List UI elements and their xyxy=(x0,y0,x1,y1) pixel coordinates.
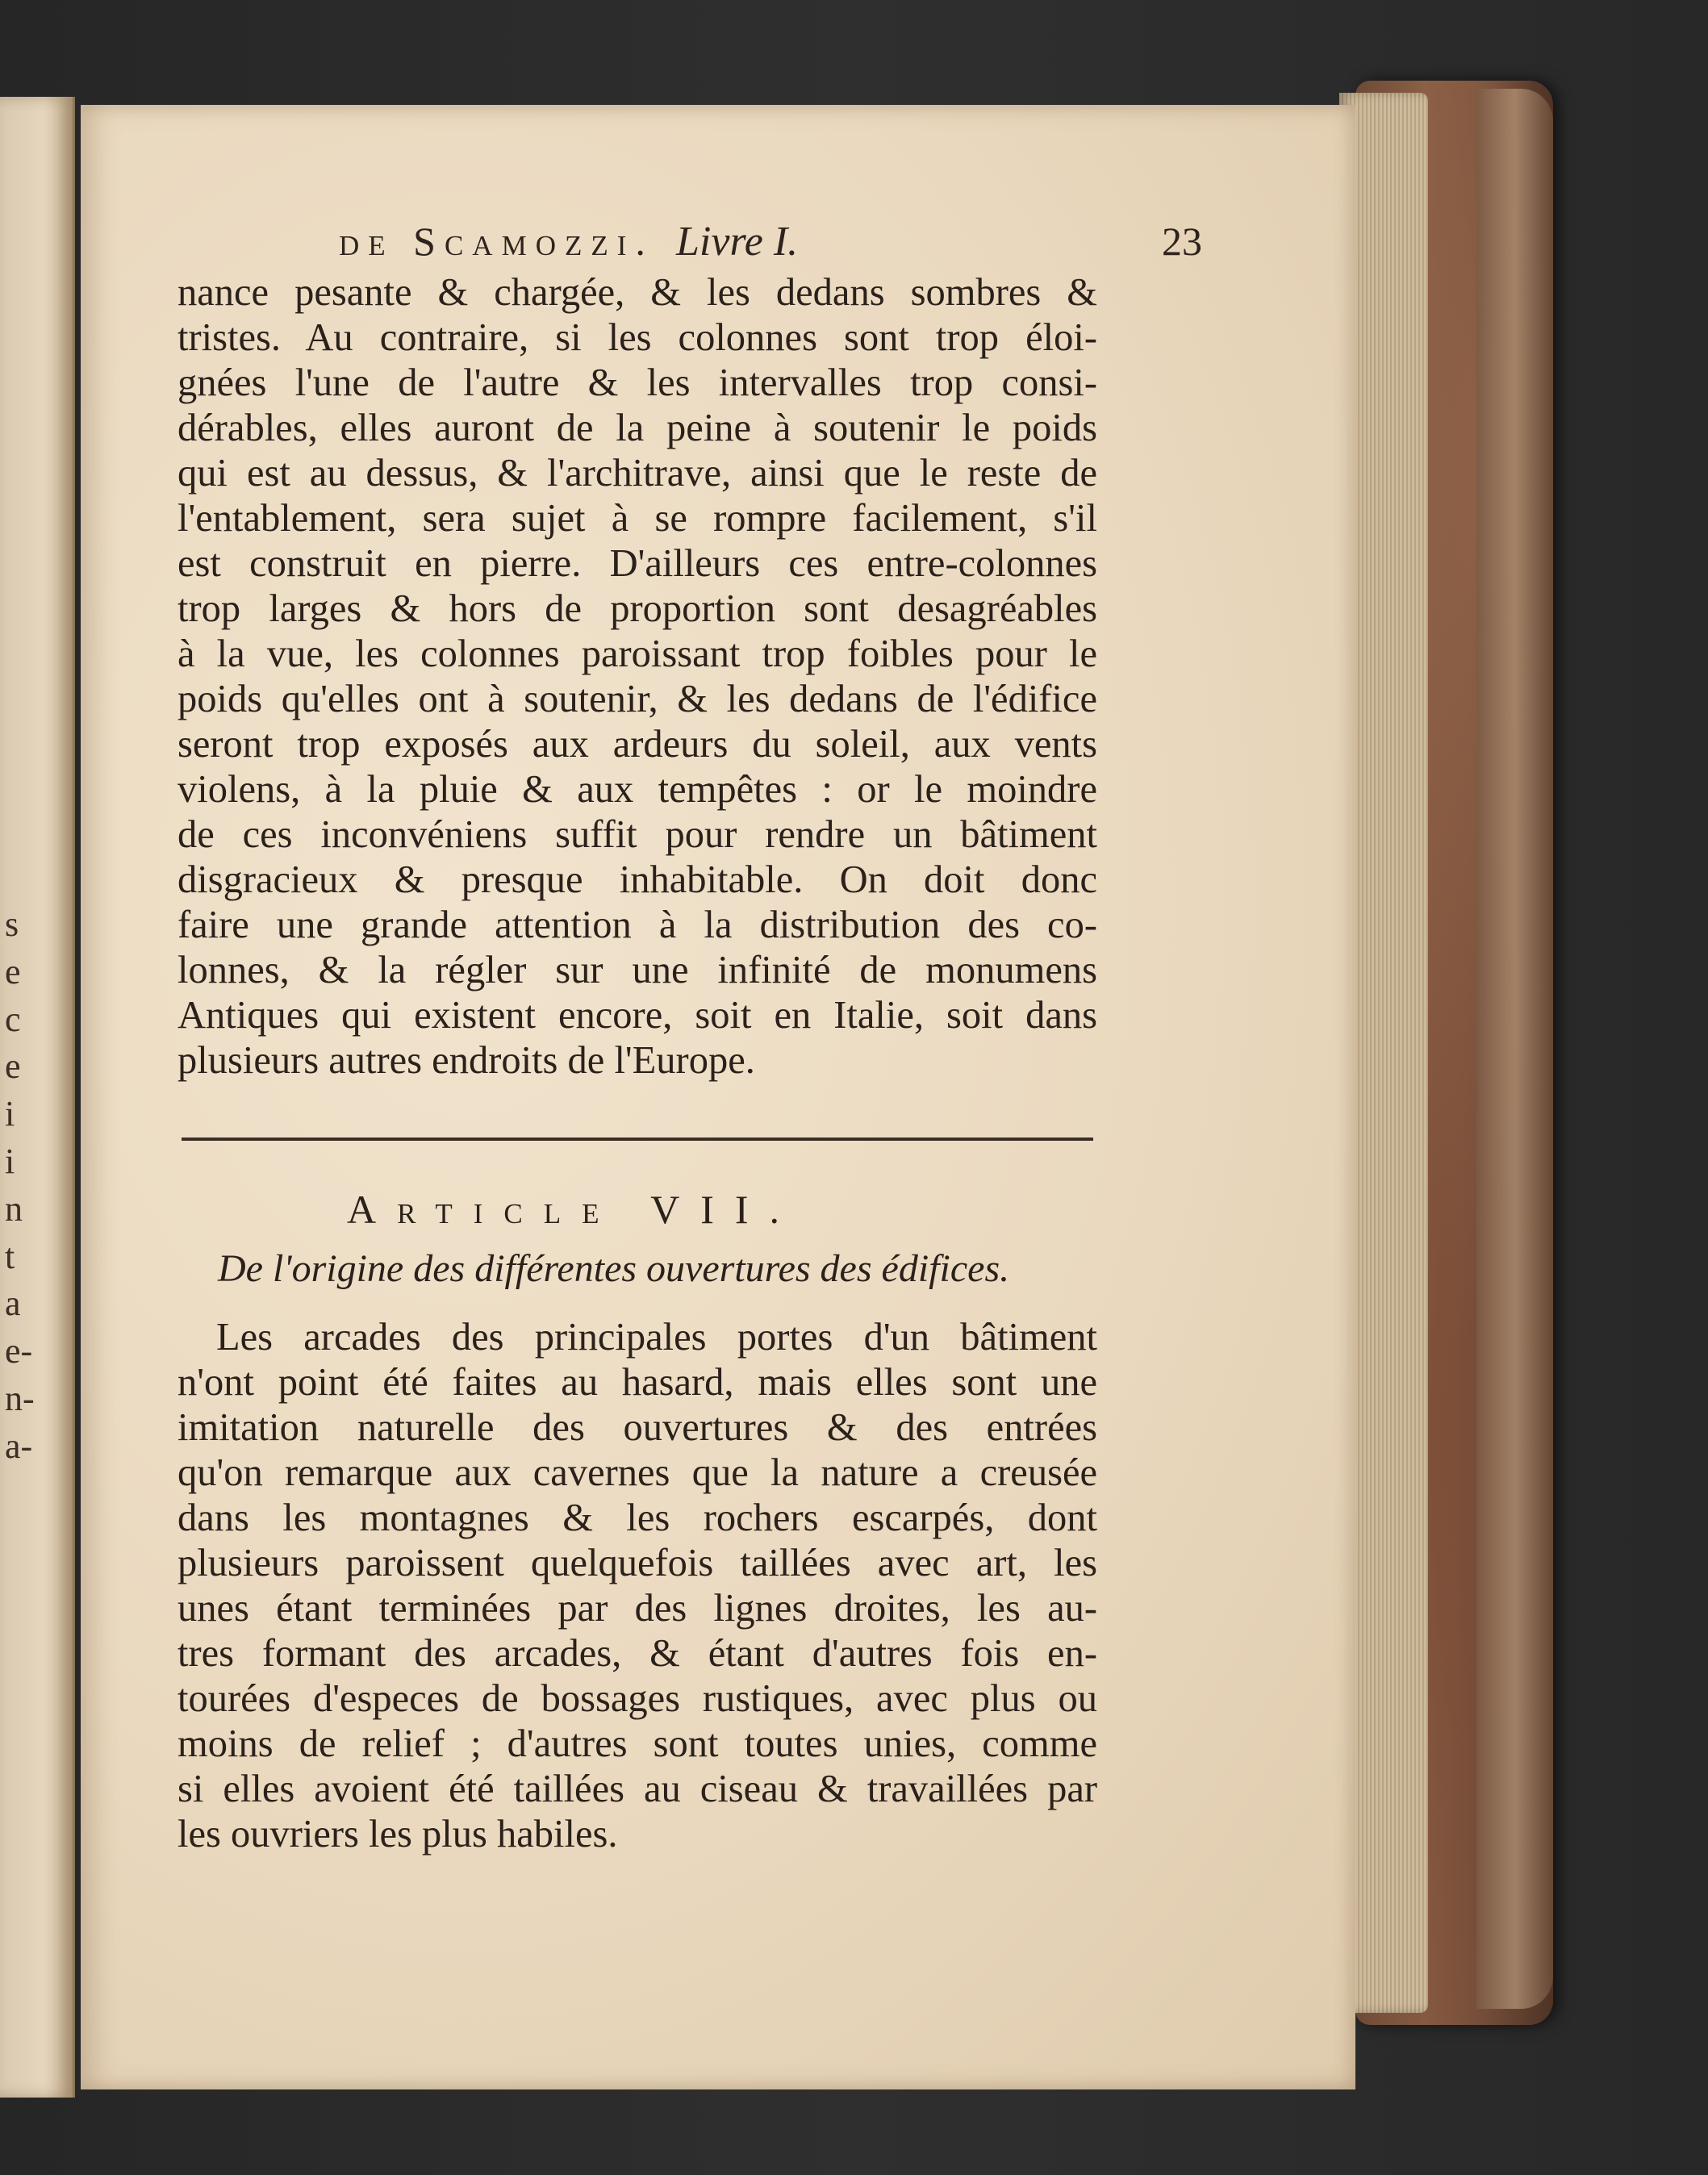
text-line: seront trop exposés aux ardeurs du soleil, aux vents xyxy=(177,723,1097,766)
text-line: trop larges & hors de proportion sont desagréables xyxy=(177,587,1097,630)
text-line: dans les montagnes & les rochers escarpés, dont xyxy=(177,1497,1097,1539)
text-line: plusieurs autres endroits de l'Europe. xyxy=(177,1039,755,1082)
left-page-fragment: i xyxy=(5,1094,15,1134)
left-page-fragment: c xyxy=(5,999,21,1039)
section-rule xyxy=(182,1138,1093,1141)
left-page-fragment: n- xyxy=(5,1379,35,1418)
left-page-fragment: a xyxy=(5,1284,21,1324)
text-line: nance pesante & chargée, & les dedans sombres & xyxy=(177,271,1097,314)
running-head-book: Livre I. xyxy=(676,219,799,265)
text-line: qui est au dessus, & l'architrave, ainsi que le reste de xyxy=(177,452,1097,495)
text-line: est construit en pierre. D'ailleurs ces entre-colonnes xyxy=(177,542,1097,585)
left-page-fragment: e xyxy=(5,951,21,991)
left-page-fragment: n xyxy=(5,1188,23,1229)
left-page-fragment: t xyxy=(5,1236,15,1276)
text-line: l'entablement, sera sujet à se rompre facilement, s'il xyxy=(177,497,1097,540)
running-head xyxy=(339,218,1202,265)
left-page-fragment: e- xyxy=(5,1331,33,1371)
text-line: tourées d'especes de bossages rustiques, avec plus ou xyxy=(177,1677,1097,1720)
left-facing-page xyxy=(0,97,75,2098)
text-line: imitation naturelle des ouvertures & des entrées xyxy=(177,1406,1097,1449)
text-line: qu'on remarque aux cavernes que la nature a creusée xyxy=(177,1451,1097,1494)
text-line: Les arcades des principales portes d'un bâtiment xyxy=(216,1316,1097,1359)
paragraph-2 xyxy=(177,1315,1097,1857)
paragraph-1 xyxy=(177,270,1097,1083)
text-line: gnées l'une de l'autre & les intervalles trop consi- xyxy=(177,361,1097,404)
text-line: tristes. Au contraire, si les colonnes sont trop éloi- xyxy=(177,316,1097,359)
book-page xyxy=(81,105,1355,2089)
text-line: disgracieux & presque inhabitable. On doit donc xyxy=(177,858,1097,901)
text-line: à la vue, les colonnes paroissant trop foibles pour le xyxy=(177,632,1097,675)
text-line: tres formant des arcades, & étant d'autres fois en- xyxy=(177,1632,1097,1675)
text-line: les ouvriers les plus habiles. xyxy=(177,1813,618,1856)
article-subtitle: De l'origine des différentes ouvertures des édifices. xyxy=(218,1247,1010,1290)
left-page-fragment: e xyxy=(5,1046,21,1087)
left-page-fragment: i xyxy=(5,1142,15,1181)
article-heading: Article VII. xyxy=(347,1187,800,1232)
text-line: si elles avoient été taillées au ciseau & travaillées par xyxy=(177,1768,1097,1810)
text-line: unes étant terminées par des lignes droites, les au- xyxy=(177,1587,1097,1630)
cover-edge xyxy=(1476,89,1553,2009)
left-page-fragment: s xyxy=(5,904,19,944)
text-line: n'ont point été faites au hasard, mais elles sont une xyxy=(177,1361,1097,1404)
text-line: de ces inconvéniens suffit pour rendre un bâtiment xyxy=(177,813,1097,856)
running-head-title: de Scamozzi. xyxy=(339,219,654,264)
text-line: violens, à la pluie & aux tempêtes : or le moindre xyxy=(177,768,1097,811)
text-line: dérables, elles auront de la peine à soutenir le poids xyxy=(177,407,1097,449)
text-line: lonnes, & la régler sur une infinité de monumens xyxy=(177,949,1097,991)
text-line: moins de relief ; d'autres sont toutes unies, comme xyxy=(177,1722,1097,1765)
text-line: plusieurs paroissent quelquefois taillées avec art, les xyxy=(177,1542,1097,1584)
text-line: poids qu'elles ont à soutenir, & les dedans de l'édifice xyxy=(177,678,1097,720)
page-number: 23 xyxy=(1162,219,1202,264)
left-page-fragment: a- xyxy=(5,1426,33,1466)
text-line: faire une grande attention à la distribution des co- xyxy=(177,904,1097,946)
text-line: Antiques qui existent encore, soit en Italie, soit dans xyxy=(177,994,1097,1037)
